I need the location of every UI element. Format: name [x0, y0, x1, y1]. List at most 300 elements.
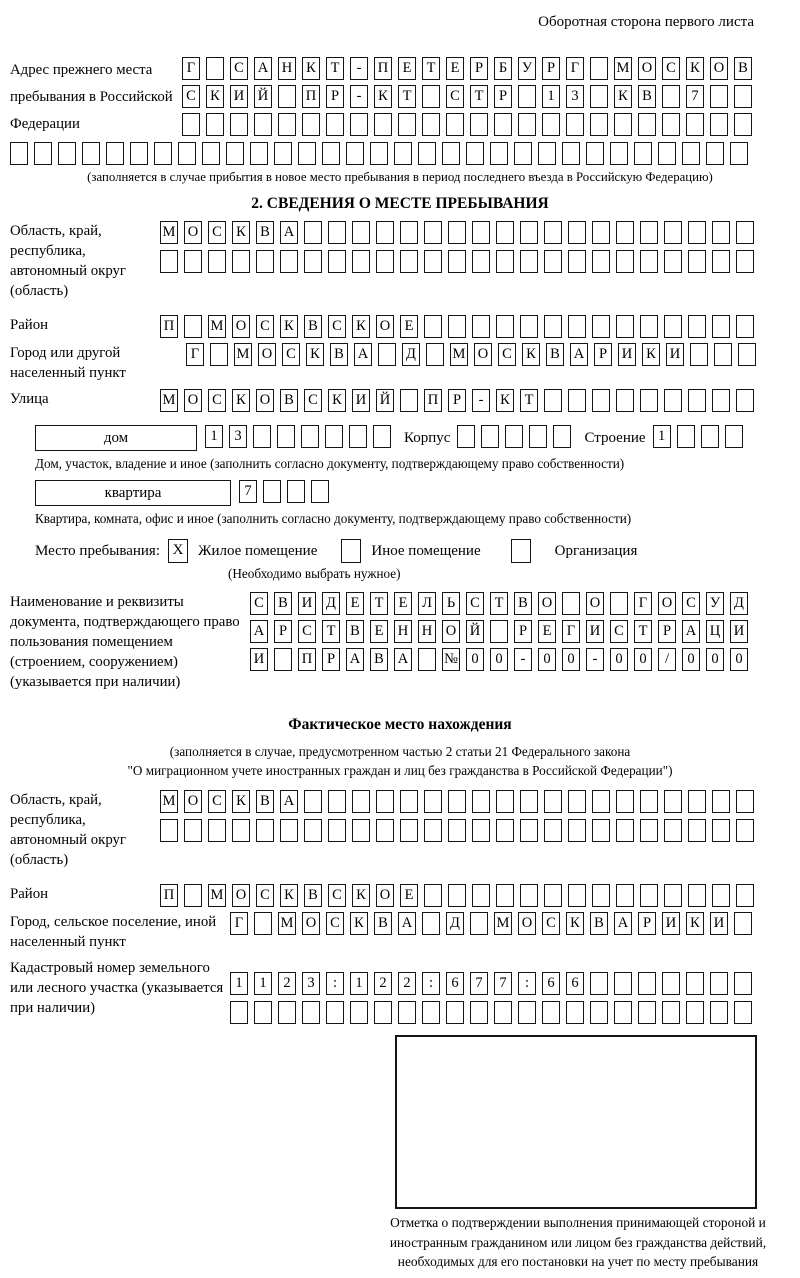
char-cell[interactable]	[274, 648, 292, 671]
stroenie-cells[interactable]	[653, 425, 749, 448]
char-cell[interactable]	[184, 250, 202, 273]
char-cell[interactable]: А	[346, 648, 364, 671]
char-cell[interactable]: С	[328, 884, 346, 907]
char-cell[interactable]: К	[280, 315, 298, 338]
char-cell[interactable]	[398, 113, 416, 136]
char-cell[interactable]	[230, 113, 248, 136]
char-cell[interactable]	[426, 343, 444, 366]
char-cell[interactable]	[496, 221, 514, 244]
char-cell[interactable]	[568, 819, 586, 842]
char-cell[interactable]: 1	[230, 972, 248, 995]
doc-row-3[interactable]	[250, 648, 754, 671]
char-cell[interactable]: 0	[706, 648, 724, 671]
char-cell[interactable]	[470, 912, 488, 935]
char-cell[interactable]	[448, 250, 466, 273]
char-cell[interactable]: /	[658, 648, 676, 671]
char-cell[interactable]	[518, 1001, 536, 1024]
char-cell[interactable]: 2	[278, 972, 296, 995]
char-cell[interactable]: М	[494, 912, 512, 935]
char-cell[interactable]	[328, 790, 346, 813]
char-cell[interactable]: С	[446, 85, 464, 108]
char-cell[interactable]: 3	[566, 85, 584, 108]
char-cell[interactable]	[616, 315, 634, 338]
char-cell[interactable]: О	[538, 592, 556, 615]
char-cell[interactable]	[712, 315, 730, 338]
char-cell[interactable]: П	[298, 648, 316, 671]
char-cell[interactable]: К	[328, 389, 346, 412]
char-cell[interactable]	[712, 790, 730, 813]
char-cell[interactable]	[544, 819, 562, 842]
char-cell[interactable]	[686, 113, 704, 136]
char-cell[interactable]: 2	[374, 972, 392, 995]
char-cell[interactable]: 6	[446, 972, 464, 995]
char-cell[interactable]	[736, 790, 754, 813]
char-cell[interactable]	[304, 819, 322, 842]
char-cell[interactable]: Д	[402, 343, 420, 366]
prev-address-row-3[interactable]	[182, 113, 758, 136]
char-cell[interactable]	[34, 142, 52, 165]
char-cell[interactable]	[302, 113, 320, 136]
char-cell[interactable]: :	[326, 972, 344, 995]
char-cell[interactable]	[494, 113, 512, 136]
char-cell[interactable]: 3	[229, 425, 247, 448]
char-cell[interactable]	[160, 819, 178, 842]
char-cell[interactable]	[562, 142, 580, 165]
char-cell[interactable]	[301, 425, 319, 448]
char-cell[interactable]: 1	[542, 85, 560, 108]
char-cell[interactable]	[352, 250, 370, 273]
char-cell[interactable]	[352, 221, 370, 244]
char-cell[interactable]: 1	[653, 425, 671, 448]
char-cell[interactable]: И	[230, 85, 248, 108]
char-cell[interactable]	[736, 884, 754, 907]
char-cell[interactable]	[712, 884, 730, 907]
fact-oblast-row-1[interactable]	[160, 790, 760, 813]
char-cell[interactable]	[352, 790, 370, 813]
char-cell[interactable]: К	[302, 57, 320, 80]
char-cell[interactable]: 1	[350, 972, 368, 995]
char-cell[interactable]: М	[234, 343, 252, 366]
oblast-row-1[interactable]	[160, 221, 760, 244]
char-cell[interactable]	[688, 315, 706, 338]
char-cell[interactable]	[544, 315, 562, 338]
char-cell[interactable]	[373, 425, 391, 448]
char-cell[interactable]	[446, 113, 464, 136]
char-cell[interactable]: Р	[322, 648, 340, 671]
char-cell[interactable]	[614, 113, 632, 136]
char-cell[interactable]	[712, 250, 730, 273]
char-cell[interactable]	[736, 315, 754, 338]
char-cell[interactable]: В	[546, 343, 564, 366]
char-cell[interactable]: В	[304, 884, 322, 907]
char-cell[interactable]: Т	[470, 85, 488, 108]
char-cell[interactable]: К	[352, 884, 370, 907]
char-cell[interactable]: Е	[370, 620, 388, 643]
char-cell[interactable]	[562, 592, 580, 615]
char-cell[interactable]: В	[346, 620, 364, 643]
char-cell[interactable]	[710, 113, 728, 136]
char-cell[interactable]: О	[184, 790, 202, 813]
char-cell[interactable]	[376, 250, 394, 273]
char-cell[interactable]: Й	[466, 620, 484, 643]
char-cell[interactable]: К	[232, 389, 250, 412]
char-cell[interactable]	[544, 250, 562, 273]
char-cell[interactable]: В	[514, 592, 532, 615]
char-cell[interactable]: Р	[638, 912, 656, 935]
kadastr-row-1[interactable]	[230, 972, 758, 995]
char-cell[interactable]: Н	[418, 620, 436, 643]
char-cell[interactable]: В	[280, 389, 298, 412]
char-cell[interactable]	[326, 1001, 344, 1024]
char-cell[interactable]: 7	[494, 972, 512, 995]
char-cell[interactable]	[448, 315, 466, 338]
prev-address-row-4[interactable]	[10, 142, 790, 165]
char-cell[interactable]	[250, 142, 268, 165]
char-cell[interactable]	[664, 389, 682, 412]
char-cell[interactable]: С	[208, 389, 226, 412]
char-cell[interactable]	[202, 142, 220, 165]
rayon-row[interactable]	[160, 315, 760, 338]
char-cell[interactable]	[586, 142, 604, 165]
char-cell[interactable]: Т	[398, 85, 416, 108]
char-cell[interactable]	[542, 113, 560, 136]
char-cell[interactable]: П	[302, 85, 320, 108]
char-cell[interactable]: 0	[682, 648, 700, 671]
char-cell[interactable]	[263, 480, 281, 503]
char-cell[interactable]	[662, 1001, 680, 1024]
char-cell[interactable]	[568, 884, 586, 907]
char-cell[interactable]: С	[182, 85, 200, 108]
char-cell[interactable]: Г	[566, 57, 584, 80]
char-cell[interactable]	[544, 790, 562, 813]
char-cell[interactable]	[481, 425, 499, 448]
char-cell[interactable]	[448, 819, 466, 842]
char-cell[interactable]: Е	[346, 592, 364, 615]
char-cell[interactable]	[616, 819, 634, 842]
char-cell[interactable]	[424, 221, 442, 244]
kvartira-cells[interactable]	[239, 480, 335, 503]
char-cell[interactable]	[424, 884, 442, 907]
char-cell[interactable]	[520, 819, 538, 842]
char-cell[interactable]	[520, 221, 538, 244]
char-cell[interactable]: С	[298, 620, 316, 643]
char-cell[interactable]: Т	[322, 620, 340, 643]
char-cell[interactable]: С	[662, 57, 680, 80]
char-cell[interactable]	[230, 1001, 248, 1024]
char-cell[interactable]	[206, 57, 224, 80]
char-cell[interactable]: №	[442, 648, 460, 671]
char-cell[interactable]: С	[304, 389, 322, 412]
char-cell[interactable]	[590, 972, 608, 995]
char-cell[interactable]	[520, 315, 538, 338]
char-cell[interactable]: В	[256, 790, 274, 813]
char-cell[interactable]: О	[638, 57, 656, 80]
char-cell[interactable]	[374, 113, 392, 136]
char-cell[interactable]: А	[354, 343, 372, 366]
char-cell[interactable]	[734, 85, 752, 108]
char-cell[interactable]	[496, 790, 514, 813]
char-cell[interactable]: И	[710, 912, 728, 935]
char-cell[interactable]	[658, 142, 676, 165]
char-cell[interactable]	[326, 113, 344, 136]
char-cell[interactable]	[254, 912, 272, 935]
char-cell[interactable]: Г	[182, 57, 200, 80]
checkbox-other-premises[interactable]	[341, 539, 361, 563]
char-cell[interactable]: К	[350, 912, 368, 935]
char-cell[interactable]	[400, 250, 418, 273]
char-cell[interactable]	[424, 315, 442, 338]
char-cell[interactable]: С	[326, 912, 344, 935]
char-cell[interactable]	[457, 425, 475, 448]
char-cell[interactable]	[496, 315, 514, 338]
char-cell[interactable]	[280, 819, 298, 842]
char-cell[interactable]: О	[184, 389, 202, 412]
char-cell[interactable]: К	[566, 912, 584, 935]
char-cell[interactable]: С	[256, 884, 274, 907]
char-cell[interactable]	[254, 1001, 272, 1024]
char-cell[interactable]	[160, 250, 178, 273]
char-cell[interactable]: В	[304, 315, 322, 338]
char-cell[interactable]	[529, 425, 547, 448]
char-cell[interactable]	[590, 113, 608, 136]
char-cell[interactable]: А	[398, 912, 416, 935]
char-cell[interactable]	[664, 315, 682, 338]
char-cell[interactable]	[592, 250, 610, 273]
char-cell[interactable]: Т	[634, 620, 652, 643]
gorod-row[interactable]	[186, 343, 762, 366]
char-cell[interactable]: А	[614, 912, 632, 935]
char-cell[interactable]: А	[570, 343, 588, 366]
char-cell[interactable]: И	[662, 912, 680, 935]
char-cell[interactable]: У	[706, 592, 724, 615]
char-cell[interactable]: К	[232, 790, 250, 813]
char-cell[interactable]: С	[208, 790, 226, 813]
char-cell[interactable]	[614, 972, 632, 995]
char-cell[interactable]	[490, 620, 508, 643]
char-cell[interactable]: О	[442, 620, 460, 643]
char-cell[interactable]	[418, 648, 436, 671]
char-cell[interactable]	[442, 142, 460, 165]
prev-address-row-2[interactable]	[182, 85, 758, 108]
char-cell[interactable]	[400, 389, 418, 412]
char-cell[interactable]	[592, 315, 610, 338]
char-cell[interactable]: П	[160, 884, 178, 907]
char-cell[interactable]	[592, 389, 610, 412]
char-cell[interactable]	[544, 221, 562, 244]
char-cell[interactable]	[472, 250, 490, 273]
char-cell[interactable]: Р	[448, 389, 466, 412]
char-cell[interactable]	[400, 819, 418, 842]
char-cell[interactable]: М	[614, 57, 632, 80]
char-cell[interactable]: :	[518, 972, 536, 995]
char-cell[interactable]	[592, 790, 610, 813]
char-cell[interactable]: К	[686, 57, 704, 80]
char-cell[interactable]	[610, 142, 628, 165]
char-cell[interactable]: К	[280, 884, 298, 907]
char-cell[interactable]: М	[450, 343, 468, 366]
char-cell[interactable]: О	[658, 592, 676, 615]
char-cell[interactable]	[514, 142, 532, 165]
char-cell[interactable]: Й	[376, 389, 394, 412]
char-cell[interactable]: П	[160, 315, 178, 338]
char-cell[interactable]	[736, 250, 754, 273]
char-cell[interactable]: 0	[730, 648, 748, 671]
char-cell[interactable]: П	[424, 389, 442, 412]
char-cell[interactable]	[254, 113, 272, 136]
char-cell[interactable]: 0	[634, 648, 652, 671]
char-cell[interactable]	[226, 142, 244, 165]
char-cell[interactable]: К	[614, 85, 632, 108]
char-cell[interactable]: 1	[254, 972, 272, 995]
oblast-row-2[interactable]	[160, 250, 760, 273]
char-cell[interactable]	[616, 221, 634, 244]
char-cell[interactable]: Г	[186, 343, 204, 366]
char-cell[interactable]: А	[682, 620, 700, 643]
char-cell[interactable]: К	[306, 343, 324, 366]
char-cell[interactable]	[424, 250, 442, 273]
char-cell[interactable]: И	[730, 620, 748, 643]
char-cell[interactable]	[712, 819, 730, 842]
char-cell[interactable]	[446, 1001, 464, 1024]
char-cell[interactable]: И	[250, 648, 268, 671]
char-cell[interactable]	[208, 250, 226, 273]
char-cell[interactable]: М	[208, 884, 226, 907]
char-cell[interactable]	[154, 142, 172, 165]
char-cell[interactable]	[422, 912, 440, 935]
char-cell[interactable]	[58, 142, 76, 165]
char-cell[interactable]: Т	[326, 57, 344, 80]
char-cell[interactable]	[370, 142, 388, 165]
char-cell[interactable]	[634, 142, 652, 165]
char-cell[interactable]	[664, 819, 682, 842]
char-cell[interactable]	[592, 884, 610, 907]
char-cell[interactable]	[496, 819, 514, 842]
char-cell[interactable]	[640, 790, 658, 813]
char-cell[interactable]	[712, 389, 730, 412]
char-cell[interactable]: Е	[398, 57, 416, 80]
char-cell[interactable]	[350, 113, 368, 136]
char-cell[interactable]	[208, 819, 226, 842]
char-cell[interactable]	[640, 819, 658, 842]
char-cell[interactable]	[106, 142, 124, 165]
char-cell[interactable]	[610, 592, 628, 615]
char-cell[interactable]	[688, 389, 706, 412]
char-cell[interactable]: С	[542, 912, 560, 935]
char-cell[interactable]: Т	[520, 389, 538, 412]
char-cell[interactable]: О	[518, 912, 536, 935]
char-cell[interactable]	[418, 142, 436, 165]
char-cell[interactable]	[520, 884, 538, 907]
char-cell[interactable]	[400, 790, 418, 813]
char-cell[interactable]	[568, 221, 586, 244]
char-cell[interactable]: К	[496, 389, 514, 412]
char-cell[interactable]	[544, 389, 562, 412]
char-cell[interactable]	[568, 389, 586, 412]
char-cell[interactable]	[677, 425, 695, 448]
char-cell[interactable]: С	[230, 57, 248, 80]
char-cell[interactable]	[472, 819, 490, 842]
char-cell[interactable]: А	[254, 57, 272, 80]
char-cell[interactable]: 0	[562, 648, 580, 671]
char-cell[interactable]	[640, 250, 658, 273]
char-cell[interactable]: Т	[490, 592, 508, 615]
char-cell[interactable]	[706, 142, 724, 165]
char-cell[interactable]	[688, 819, 706, 842]
char-cell[interactable]	[616, 250, 634, 273]
char-cell[interactable]	[304, 250, 322, 273]
char-cell[interactable]: М	[208, 315, 226, 338]
char-cell[interactable]	[466, 142, 484, 165]
char-cell[interactable]: 7	[239, 480, 257, 503]
char-cell[interactable]	[376, 221, 394, 244]
char-cell[interactable]	[714, 343, 732, 366]
char-cell[interactable]	[566, 1001, 584, 1024]
char-cell[interactable]	[736, 221, 754, 244]
char-cell[interactable]	[496, 250, 514, 273]
char-cell[interactable]: С	[256, 315, 274, 338]
char-cell[interactable]	[302, 1001, 320, 1024]
char-cell[interactable]	[274, 142, 292, 165]
char-cell[interactable]: И	[618, 343, 636, 366]
char-cell[interactable]	[304, 790, 322, 813]
char-cell[interactable]	[688, 884, 706, 907]
char-cell[interactable]: 0	[610, 648, 628, 671]
char-cell[interactable]: О	[376, 315, 394, 338]
char-cell[interactable]	[422, 1001, 440, 1024]
char-cell[interactable]	[280, 250, 298, 273]
char-cell[interactable]: М	[160, 389, 178, 412]
char-cell[interactable]	[616, 790, 634, 813]
char-cell[interactable]	[710, 1001, 728, 1024]
char-cell[interactable]: Г	[230, 912, 248, 935]
char-cell[interactable]: К	[642, 343, 660, 366]
char-cell[interactable]	[553, 425, 571, 448]
char-cell[interactable]	[178, 142, 196, 165]
char-cell[interactable]	[424, 790, 442, 813]
char-cell[interactable]	[448, 221, 466, 244]
char-cell[interactable]: -	[586, 648, 604, 671]
char-cell[interactable]	[424, 819, 442, 842]
char-cell[interactable]: П	[374, 57, 392, 80]
char-cell[interactable]	[638, 113, 656, 136]
char-cell[interactable]	[256, 819, 274, 842]
char-cell[interactable]	[182, 113, 200, 136]
char-cell[interactable]: В	[370, 648, 388, 671]
char-cell[interactable]: -	[350, 85, 368, 108]
char-cell[interactable]: К	[232, 221, 250, 244]
char-cell[interactable]	[422, 113, 440, 136]
char-cell[interactable]	[688, 250, 706, 273]
char-cell[interactable]	[496, 884, 514, 907]
char-cell[interactable]	[325, 425, 343, 448]
char-cell[interactable]: 6	[542, 972, 560, 995]
char-cell[interactable]	[520, 790, 538, 813]
char-cell[interactable]: Е	[394, 592, 412, 615]
char-cell[interactable]: А	[250, 620, 268, 643]
char-cell[interactable]: О	[258, 343, 276, 366]
char-cell[interactable]: М	[278, 912, 296, 935]
char-cell[interactable]: 0	[490, 648, 508, 671]
char-cell[interactable]	[448, 790, 466, 813]
char-cell[interactable]: О	[232, 315, 250, 338]
char-cell[interactable]	[472, 221, 490, 244]
char-cell[interactable]: О	[302, 912, 320, 935]
char-cell[interactable]	[686, 1001, 704, 1024]
char-cell[interactable]: Р	[542, 57, 560, 80]
char-cell[interactable]	[328, 819, 346, 842]
char-cell[interactable]: В	[256, 221, 274, 244]
char-cell[interactable]	[328, 221, 346, 244]
